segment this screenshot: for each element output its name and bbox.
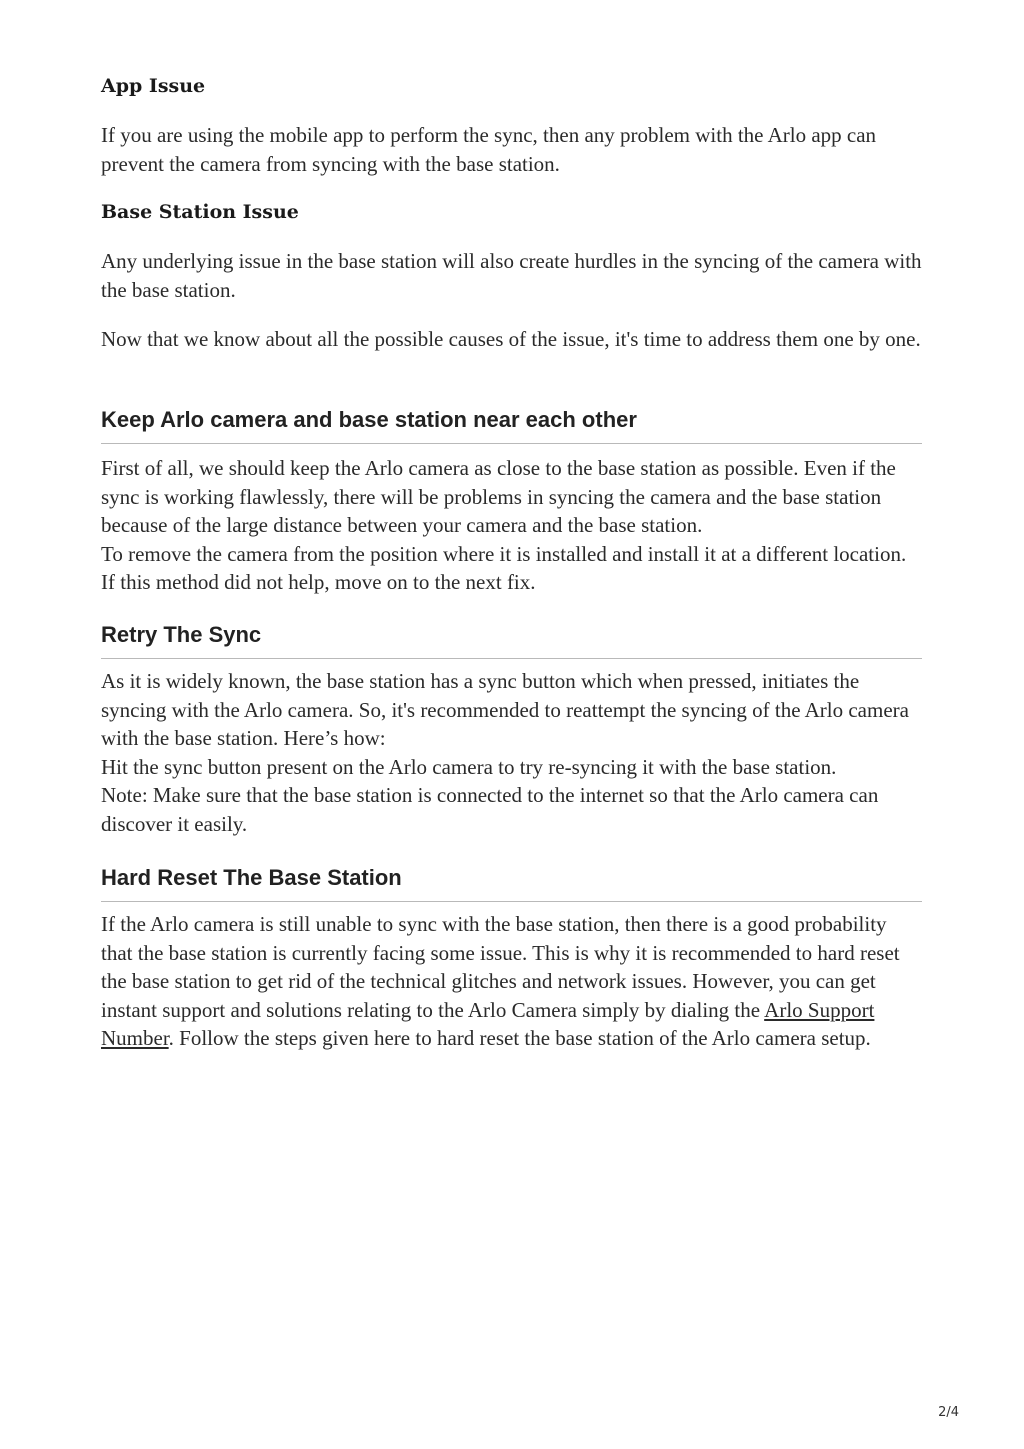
hard-reset-heading: Hard Reset The Base Station (101, 864, 922, 902)
base-station-issue-title: Base Station Issue (101, 201, 299, 223)
base-station-issue-section (101, 198, 922, 226)
hard-reset-text-before: If the Arlo camera is still unable to sync with the base station, then there is a good probability that the base station is currently facing some issue. This is why it is recommended to hard reset the base station to get rid of the technical glitches and network issues. However, you can get instant support and solutions relating to the Arlo Camera simply by dialing the (101, 912, 900, 1022)
keep-near-heading: Keep Arlo camera and base station near each other (101, 406, 922, 444)
hard-reset-paragraph (101, 910, 922, 1053)
app-issue-body-wrap (101, 121, 922, 178)
retry-sync-heading: Retry The Sync (101, 621, 922, 659)
hard-reset-body-wrap (101, 910, 922, 1053)
transition-paragraph: Now that we know about all the possible causes of the issue, it's time to address them one by one. (101, 327, 921, 351)
app-issue-title: App Issue (101, 75, 206, 97)
keep-near-body-wrap (101, 454, 922, 597)
keep-near-paragraph-1: First of all, we should keep the Arlo camera as close to the base station as possible. Even if the sync is working flawlessly, there will be problems in syncing the camera and the base station because of the large distance between your camera and the base station. (101, 456, 896, 537)
hard-reset-text-after: . Follow the steps given here to hard reset the base station of the Arlo camera setup. (168, 1026, 871, 1050)
page-number: 2/4 (938, 1405, 959, 1420)
retry-sync-section (101, 621, 922, 659)
transition-wrap (101, 325, 922, 354)
hard-reset-section (101, 864, 922, 902)
base-station-issue-body-wrap (101, 247, 922, 304)
retry-sync-paragraph-1: As it is widely known, the base station has a sync button which when pressed, initiates the syncing with the Arlo camera. So, it's recommended to reattempt the syncing of the Arlo camera with the base station. Here’s how: (101, 669, 909, 750)
keep-near-paragraph-2: To remove the camera from the position where it is installed and install it at a different location. If this method did not help, move on to the next fix. (101, 541, 907, 594)
retry-sync-paragraph-2: Hit the sync button present on the Arlo camera to try re-syncing it with the base station. (101, 754, 837, 779)
arlo-support-number-link[interactable]: Arlo Support Number (101, 997, 875, 1050)
base-station-issue-paragraph: Any underlying issue in the base station will also create hurdles in the syncing of the camera with the base station. (101, 249, 922, 302)
app-issue-section (101, 72, 922, 100)
retry-sync-paragraph-3: Note: Make sure that the base station is connected to the internet so that the Arlo camera can discover it easily. (101, 783, 879, 836)
keep-near-section (101, 406, 922, 444)
retry-sync-body-wrap (101, 667, 922, 838)
app-issue-paragraph: If you are using the mobile app to perform the sync, then any problem with the Arlo app can prevent the camera from syncing with the base station. (101, 123, 877, 176)
